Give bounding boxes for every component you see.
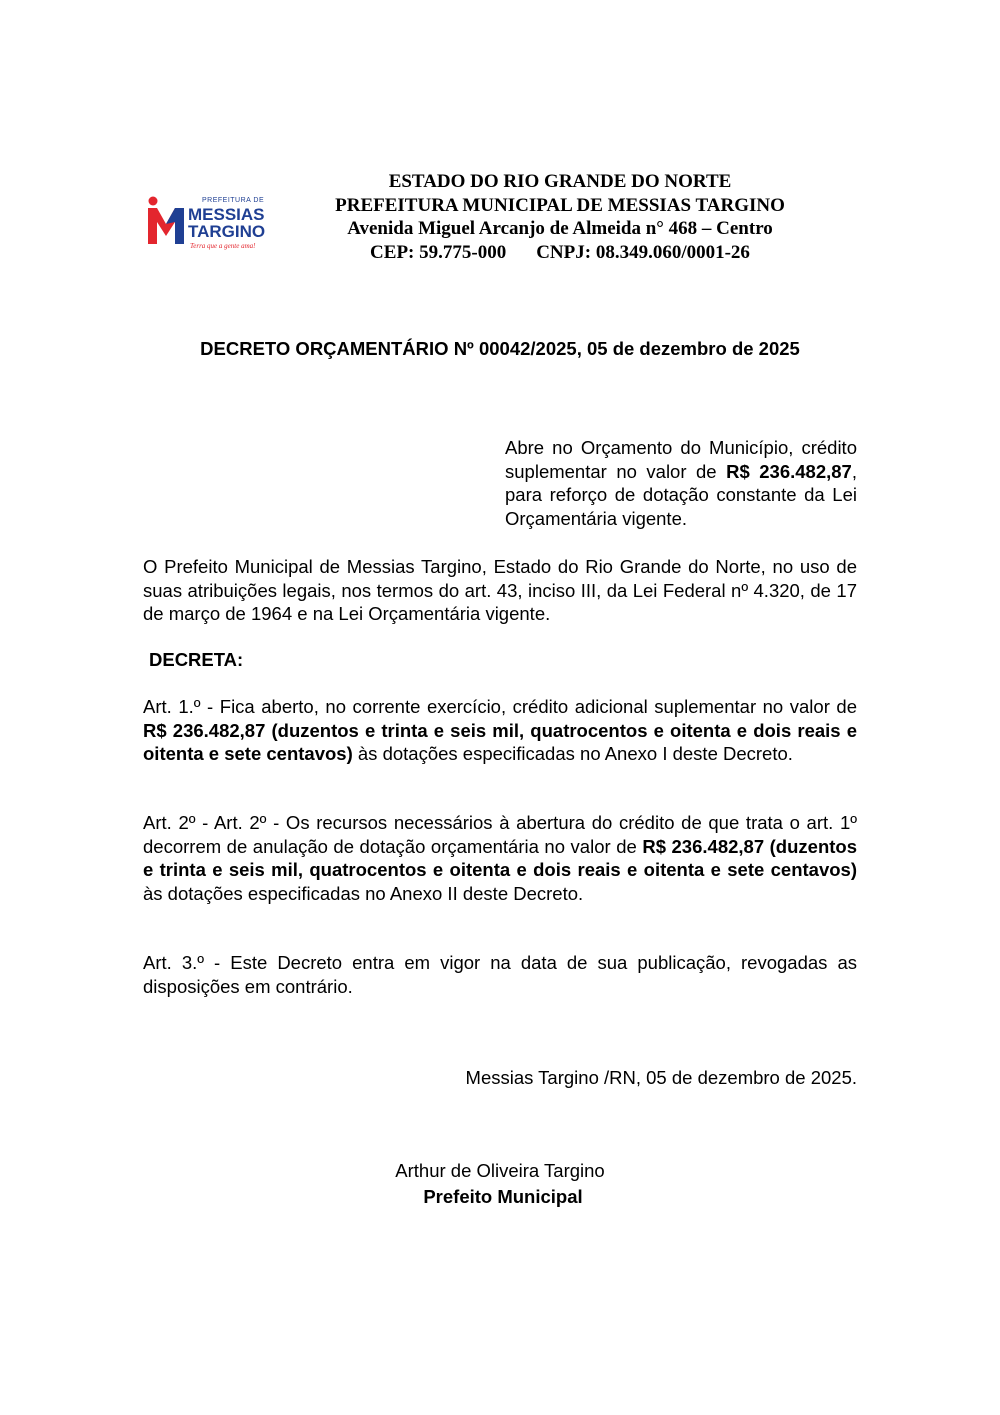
header-cep: CEP: 59.775-000 xyxy=(370,241,507,263)
svg-text:PREFEITURA DE: PREFEITURA DE xyxy=(202,197,265,204)
header-cnpj: CNPJ: 08.349.060/0001-26 xyxy=(536,241,750,263)
article-1-pre: Art. 1.º - Fica aberto, no corrente exercício, crédito adicional suplementar no valor de xyxy=(143,696,857,717)
summary-text-post: , para reforço de dotação constante da Lei Orçamentária vigente. xyxy=(505,460,857,529)
article-1-amount: R$ 236.482,87 (duzentos e trinta e seis mil, quatrocentos e oitenta e dois reais e oitenta e sete centavos) xyxy=(143,719,857,764)
summary-text-pre: Abre no Orçamento do Município, crédito suplementar no valor de xyxy=(505,437,857,482)
article-1 xyxy=(143,695,857,766)
article-2 xyxy=(143,811,857,905)
signatory-role: Prefeito Municipal xyxy=(423,1186,583,1207)
decree-title: DECRETO ORÇAMENTÁRIO Nº 00042/2025, 05 de dezembro de 2025 xyxy=(200,338,800,359)
preamble: O Prefeito Municipal de Messias Targino, Estado do Rio Grande do Norte, no uso de suas atribuições legais, nos termos do art. 43, inciso III, da Lei Federal nº 4.320, de 17 de março de 1964 e na Lei Orçamentária vigente. xyxy=(143,556,857,624)
article-2-post: às dotações especificadas no Anexo II deste Decreto. xyxy=(143,882,584,904)
header-state: ESTADO DO RIO GRANDE DO NORTE xyxy=(388,171,732,192)
place-and-date: Messias Targino /RN, 05 de dezembro de 2025. xyxy=(465,1067,857,1088)
header-address: Avenida Miguel Arcanjo de Almeida n° 468 – Centro xyxy=(347,218,773,239)
svg-text:TARGINO: TARGINO xyxy=(188,222,266,241)
header-cep-cnpj xyxy=(300,241,820,265)
svg-text:Terra que a gente ama!: Terra que a gente ama! xyxy=(190,242,256,250)
summary-amount: R$ 236.482,87 xyxy=(726,460,852,482)
article-1-post: às dotações especificadas no Anexo I deste Decreto. xyxy=(352,743,793,764)
article-2-pre: Art. 2º - Art. 2º - Os recursos necessários à abertura do crédito de que trata o art. 1º decorrem de anulação de dotação orçamentária no valor de xyxy=(143,812,857,857)
article-3: Art. 3.º - Este Decreto entra em vigor na data de sua publicação, revogadas as disposições em contrário. xyxy=(143,952,857,997)
municipality-logo xyxy=(144,192,284,252)
header-text-block xyxy=(300,170,820,264)
decree-summary xyxy=(505,436,857,530)
decreta-heading: DECRETA: xyxy=(149,649,244,670)
signatory-name: Arthur de Oliveira Targino xyxy=(395,1160,605,1181)
article-2-amount: R$ 236.482,87 (duzentos e trinta e seis mil, quatrocentos e oitenta e dois reais e oitenta e sete centavos) xyxy=(143,835,858,880)
svg-text:MESSIAS: MESSIAS xyxy=(188,205,265,224)
header-municipality: PREFEITURA MUNICIPAL DE MESSIAS TARGINO xyxy=(335,194,785,216)
